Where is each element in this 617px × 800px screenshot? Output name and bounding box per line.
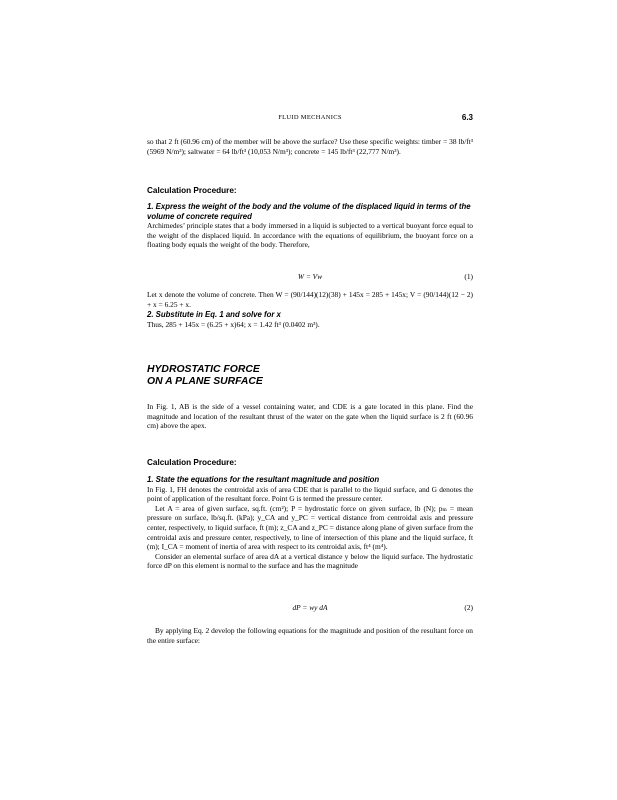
- section-title: [147, 364, 473, 387]
- problem-statement: In Fig. 1, AB is the side of a vessel containing water, and CDE is a gate located in this plane. Find the magnitude and location of the resultant thrust of the water on the gate when the liquid surface is 2 ft (60.96 cm) above the apex.: [147, 402, 473, 431]
- calc-heading-2: [147, 458, 473, 467]
- calculation-procedure-heading-2: Calculation Procedure:: [147, 458, 237, 467]
- step1-text: Archimedes’ principle states that a body immersed in a liquid is subjected to a vertical buoyant force equal to the weight of the displaced liquid. In accordance with the equations of equilibrium, the buoyant force on a floating body equals the weight of the body. Therefore,: [147, 221, 473, 250]
- step2-block: [147, 290, 473, 329]
- step1-block: [147, 202, 473, 250]
- intro-paragraph: so that 2 ft (60.96 cm) of the member will be above the surface? Use these specific weights: timber = 38 lb/ft³ (5969 N/m³); saltwater = 64 lb/ft³ (10,053 N/m³); concrete = 145 lb/ft³ (22,777 N/m³).: [147, 137, 473, 156]
- step1b-title: 1. State the equations for the resultant magnitude and position: [147, 475, 380, 484]
- section-title-line2: ON A PLANE SURFACE: [147, 375, 263, 387]
- calculation-procedure-heading: Calculation Procedure:: [147, 186, 237, 195]
- equation-2: [147, 603, 473, 613]
- running-title: FLUID MECHANICS: [278, 114, 342, 121]
- equation-2-number: (2): [464, 603, 473, 612]
- running-header: [147, 114, 473, 126]
- definition-paragraph-1: In Fig. 1, FH denotes the centroidal axis of area CDE that is parallel to the liquid surface, and G denotes the point of application of the resultant force. Point G is termed the pressure center.: [147, 484, 473, 504]
- closing-paragraph: By applying Eq. 2 develop the following equations for the magnitude and position of the resultant force on the entire surface:: [147, 626, 473, 645]
- definition-paragraph-3: Consider an elemental surface of area dA at a vertical distance y below the liquid surface. The hydrostatic force dP on this element is normal to the surface and has the magnitude: [147, 551, 473, 571]
- calc-heading-1: [147, 186, 473, 195]
- problem-block: [147, 402, 473, 431]
- equation-2-body: dP = wy dA: [292, 603, 328, 612]
- equation-1-number: (1): [464, 272, 473, 281]
- step2-text: Thus, 285 + 145x = (6.25 + x)64; x = 1.42 ft³ (0.0402 m³).: [147, 319, 320, 329]
- step2-title: 2. Substitute in Eq. 1 and solve for x: [147, 310, 281, 320]
- closing-block: [147, 626, 473, 645]
- step1b-block: [147, 475, 473, 571]
- definition-paragraph-2: Let A = area of given surface, sq.ft. (cm²); P = hydrostatic force on given surface, lb (N); pₘ = mean pressure on surface, lb/sq.ft. (kPa); y_CA and y_PC = vertical distance from centroidal axis and pressure center, respectively, to liquid surface, ft (m); z_CA and z_PC = distance along plane of given surface from the centroidal axis and pressure center, respectively, to line of intersection of this plane and the liquid surface, ft (m); I_CA = moment of inertia of area with respect to its centroidal axis, ft⁴ (m⁴).: [147, 503, 473, 552]
- page-number: 6.3: [461, 113, 473, 122]
- intro-block: [147, 137, 473, 156]
- step1-title: 1. Express the weight of the body and the volume of the displaced liquid in terms of the volume of concrete required: [147, 202, 471, 221]
- equation-1: [147, 272, 473, 282]
- section-title-line1: HYDROSTATIC FORCE: [147, 364, 260, 375]
- after-eq1-text: Let x denote the volume of concrete. Then W = (90/144)(12)(38) + 145x = 285 + 145x; V = (90/144)(12 − 2) + x = 6.25 + x.: [147, 290, 473, 309]
- equation-1-body: W = Vw: [297, 272, 323, 281]
